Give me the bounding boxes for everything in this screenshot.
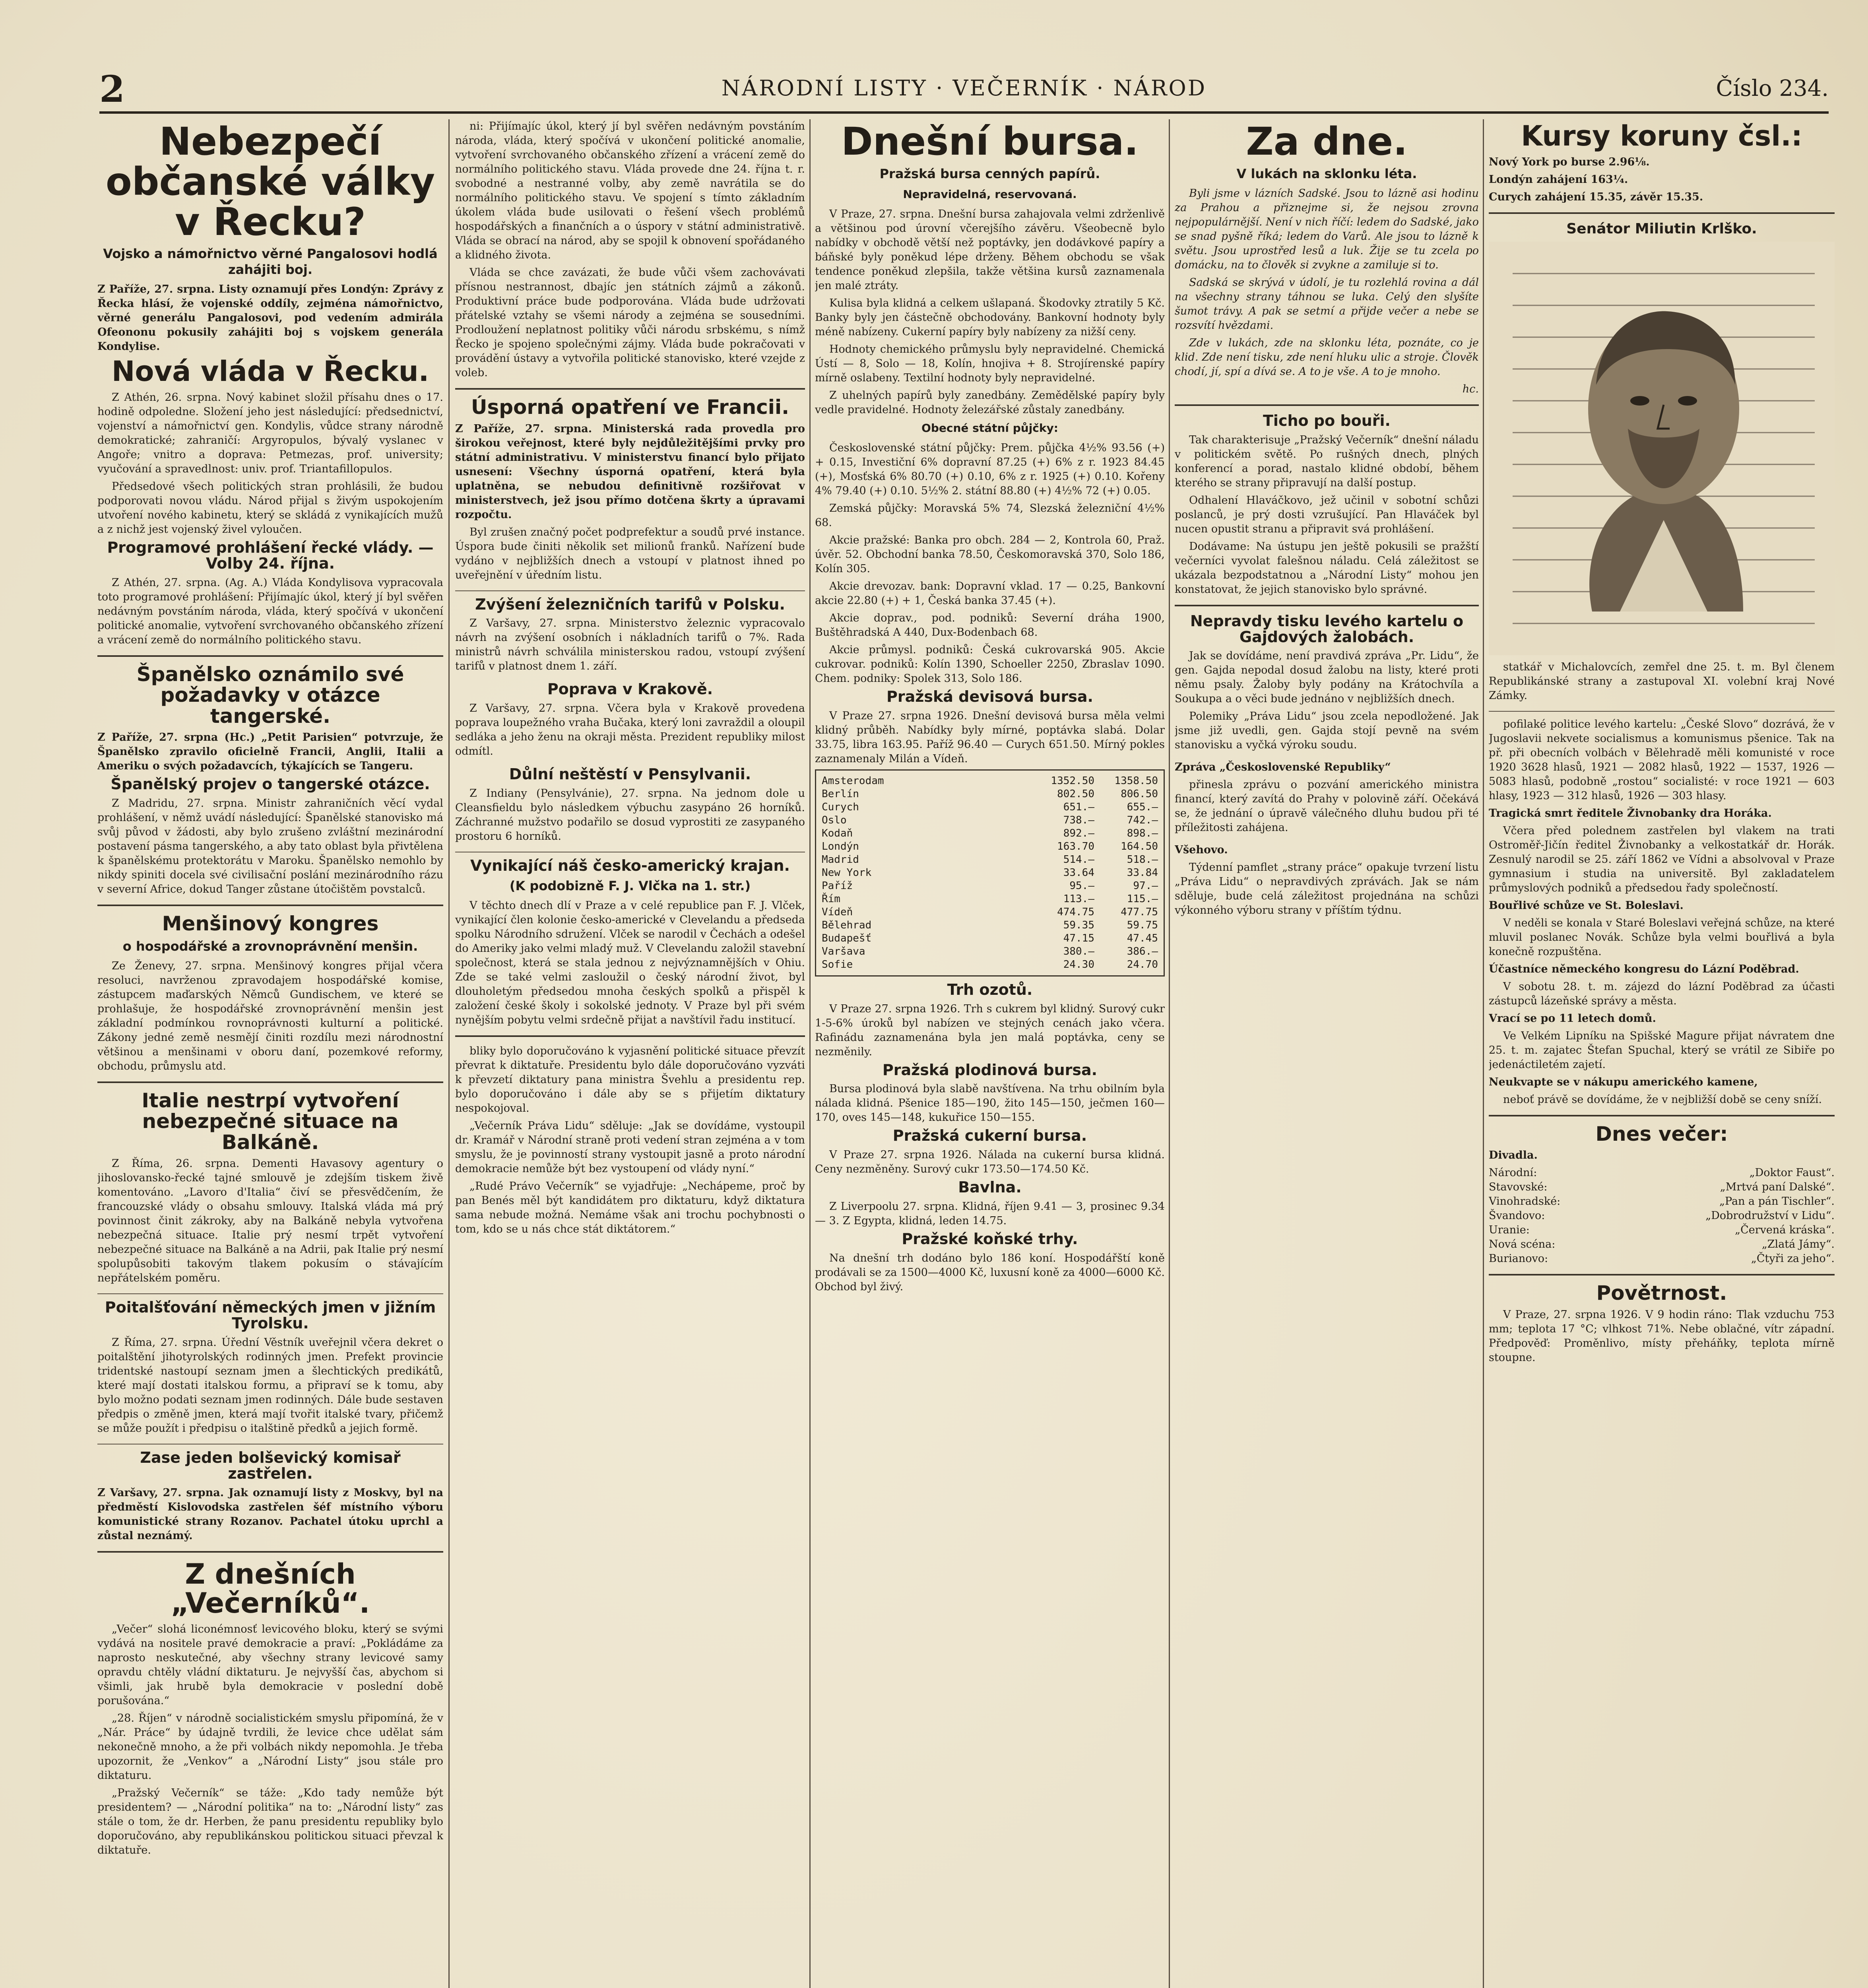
column-5 bbox=[1489, 119, 1835, 1988]
article-text: přinesla zprávu o pozvání amerického ministra financí, který zavítá do Prahy v polovině září. Očekává se, že jednání o úpravě válečného dluhu budou při té příležitosti zahájena. bbox=[1175, 779, 1479, 834]
subheadline: Vojsko a námořnictvo věrné Pangalosovi hodlá zahájiti boj. bbox=[103, 246, 438, 278]
article-text: V Praze, 27. srpna. Dnešní bursa zahajovala velmi zdrženlivě a většinou pod úrovní včerejšího závěru. Všeobecně bylo nabídky v obchodě větší než poptávky, jen dodávkové papíry a báňské byly poněkud lépe drženy. Během obchodu se však tendence poněkud zlepšila, takže většina kursů zaznamenala jen malé ztráty. bbox=[815, 208, 1165, 292]
article-krajan bbox=[455, 858, 805, 1027]
currency-sell: 47.45 bbox=[1127, 932, 1158, 944]
article-text: V těchto dnech dlí v Praze a v celé republice pan F. J. Vlček, vynikající člen kolonie česko-americké v Clevelandu a předseda spolku Národního sdružení. Vlček se narodil v Čechách a odešel do Ameriky jako velmi mladý muž. V Clevelandu založil stavební společnost, která se stala jednou z nejvýznamnějších v Ohiu. Zde se také velmi zasloužil o český národní život, byl dlouholetým předsedou mnoha českých spolků a přispěl k založení české školy i sokolské jednoty. V Praze byl při svém nynějším pobytu velmi srdečně přijat a navštívil řadu institucí. bbox=[455, 899, 805, 1027]
headline: Španělsko oznámilo své požadavky v otázce tangerské. bbox=[136, 662, 404, 728]
divider bbox=[1489, 711, 1835, 712]
article-italy bbox=[97, 1090, 443, 1286]
article-text: Byli jsme v lázních Sadské. Jsou to lázně asi hodinu za Prahou a přiznejme si, že nejsou zrovna nejpopulárnější. Není v nich říčí: ledem do Sadské, jako se snad pyšně říká; ledem do Varů. Ale jsou to lázně k světu. Jsou uprostřed lesů a luk. Žije se tu zcela po domácku, na to člověk si zvykne a zamiluje si to. bbox=[1175, 187, 1479, 271]
headline: Dnešní bursa. bbox=[841, 119, 1139, 164]
article-text: „Pražský Večerník“ se táže: „Kdo tady nemůže být presidentem? — „Národní politika“ na to: „Národní listy“ zas stále o tom, že dr. Herben, že panu presidentu republiky bylo doporučováno, aby republikánskou politickou situaci převzal k diktatuře. bbox=[97, 1786, 443, 1856]
section-headline: Španělský projev o tangerské otázce. bbox=[111, 775, 430, 793]
theatre-play: „Mrtvá paní Dalské“. bbox=[1720, 1181, 1835, 1193]
box-povetrnost bbox=[1489, 1283, 1835, 1365]
section-headline: Pražské koňské trhy. bbox=[902, 1230, 1078, 1248]
currency-sell: 898.— bbox=[1127, 827, 1158, 839]
section-headline: Pražská cukerní bursa. bbox=[892, 1127, 1087, 1145]
article-text: V Praze 27. srpna 1926. Nálada na cukerní bursa klidná. Ceny nezměněny. Surový cukr 173.50—174.50 Kč. bbox=[815, 1149, 1165, 1176]
article-lead: Z Paříže, 27. srpna. Listy oznamují přes Londýn: Zprávy z Řecka hlásí, že vojenské oddíly, zejména námořnictvo, věrné generálu Pangalosovi, pod vedením admirála Ofeononu pokusily zahájiti boj s vojskem generála Kondylise. bbox=[97, 283, 443, 353]
theatre-row bbox=[1489, 1209, 1835, 1223]
currency-buy: 380.— bbox=[1063, 945, 1094, 957]
headline: Menšinový kongres bbox=[162, 912, 379, 936]
masthead-title: NÁRODNÍ LISTY · VEČERNÍK · NÁROD bbox=[721, 76, 1207, 101]
article-text: „Večerník Práva Lidu“ sděluje: „Jak se dovídáme, vystoupil dr. Kramář v Národní straně proti vedení stran zejména a v tom smyslu, že je povinností strany vystoupit jasně a proto národní demokracie nemůže být bez vystoupení od vlády nyní.“ bbox=[455, 1120, 805, 1175]
section-headline: Nová vláda v Řecku. bbox=[111, 355, 429, 388]
theatre-venue: Uranie: bbox=[1489, 1224, 1530, 1236]
article-text: Týdenní pamflet „strany práce“ opakuje tvrzení listu „Práva Lidu“ o nepravdivých zprávách. Jak se nám sděluje, bude celá záležitost projednána na schůzi výkonného výboru strany v příštím týdnu. bbox=[1175, 861, 1479, 917]
theatre-venue: Vinohradské: bbox=[1489, 1195, 1561, 1208]
article-text: Akcie drevozav. bank: Dopravní vklad. 17 — 0.25, Bankovní akcie 22.80 (+) + 1, Česká banka 37.45 (+). bbox=[815, 580, 1165, 607]
subheadline: Obecné státní půjčky: bbox=[921, 421, 1058, 435]
divider bbox=[1175, 605, 1479, 606]
currency-name: Řím bbox=[822, 893, 840, 905]
article-text: Akcie průmysl. podniků: Česká cukrovarská 905. Akcie cukrovar. podniků: Kolín 1390, Schoeller 2250, Zbraslav 1090. Chem. podniky: Spolek 313, Solo 186. bbox=[815, 643, 1165, 685]
article-vecerniku-continued bbox=[455, 1044, 805, 1237]
article-france bbox=[455, 397, 805, 582]
headline: Ticho po bouři. bbox=[1263, 412, 1391, 429]
currency-sell: 477.75 bbox=[1121, 906, 1158, 918]
box-dnes-vecer bbox=[1489, 1124, 1835, 1266]
currency-buy: 163.70 bbox=[1057, 840, 1094, 852]
divider bbox=[97, 655, 443, 657]
theatre-row bbox=[1489, 1237, 1835, 1252]
currency-sell: 59.75 bbox=[1127, 919, 1158, 931]
article-gajda bbox=[1175, 613, 1479, 753]
article-text: Jak se dovídáme, není pravdivá zpráva „Pr. Lidu“, že gen. Gajda nepodal dosud žalobu na listy, které proti němu psaly. Žaloby byly podány na Krátochvíla a Soukupa a o věci bude jednáno v nejbližších dnech. bbox=[1175, 650, 1479, 705]
headline: Vynikající náš česko-americký krajan. bbox=[470, 857, 790, 875]
article-text: Z uhelných papírů byly zanedbány. Zemědělské papíry byly vedle pravidelné. Hodnoty železářské zůstaly zanedbány. bbox=[815, 389, 1165, 416]
theatre-play: „Červená kráska“. bbox=[1735, 1224, 1835, 1236]
article-text: Tak charakterisuje „Pražský Večerník“ dnešní náladu v politickém světě. Po rušných dnech, plných konferencí a porad, nastalo klidné období, během kterého se strany připravují na další postup. bbox=[1175, 433, 1479, 489]
theatre-row bbox=[1489, 1194, 1835, 1209]
currency-name: Bělehrad bbox=[822, 919, 872, 931]
theatre-row bbox=[1489, 1252, 1835, 1266]
article-spain bbox=[97, 664, 443, 897]
headline: Poitalšťování německých jmen v jižním Tyrolsku. bbox=[105, 1299, 436, 1332]
theatre-venue: Burianovo: bbox=[1489, 1252, 1548, 1265]
article-text: Včera před polednem zastřelen byl vlakem na trati Ostroměř-Jičín ředitel Živnobanky a velkostatkář dr. Horák. Zesnulý narodil se 25. září 1862 ve Vídni a absolvoval v Praze gymnasium i studia na universitě. Byl zakladatelem průmyslových podniků a předsedou řady společností. bbox=[1489, 824, 1835, 894]
theatre-venue: Stavovské: bbox=[1489, 1181, 1548, 1193]
subheadline: (K podobizně F. J. Vlčka na 1. str.) bbox=[509, 878, 751, 894]
currency-name: New York bbox=[822, 866, 872, 879]
article-text: „28. Říjen“ v národně socialistickém smyslu připomíná, že v „Nár. Práce“ by údajně tvrdili, že levice chce udělat sám nekonečně mnoho, a že při volbách nikdy nepomohla. Je třeba upozornit, že „Venkov“ a „Národní Listy“ jsou stále pro diktaturu. bbox=[97, 1712, 443, 1782]
article-text: Z Athén, 26. srpna. Nový kabinet složil přísahu dnes o 17. hodině odpoledne. Složení jeho jest následující: předsednictví, vojenství a námořnictví gen. Kondylis, vůdce strany národně demokratické; zahraničí: Argyropulos, bývalý vyslanec v Angoře; vnitro a doprava: Petmezas, prof. university; vyučování a spravedlnost: univ. prof. Triantafillopulos. bbox=[97, 391, 443, 475]
article-text: Zde v lukách, zde na sklonku léta, poznáte, co je klid. Zde není tisku, zde není hluku ulic a stroje. Člověk chodí, jí, spí a dívá se. A to je vše. A to je mnoho. bbox=[1175, 336, 1479, 378]
divider bbox=[455, 590, 805, 591]
currency-name: Amsterodam bbox=[822, 775, 884, 787]
currency-buy: 1352.50 bbox=[1051, 775, 1094, 787]
rate-line: Curych zahájení 15.35, závěr 15.35. bbox=[1489, 190, 1703, 203]
headline: Zvýšení železničních tarifů v Polsku. bbox=[475, 595, 785, 613]
headline: Důlní neštěstí v Pensylvanii. bbox=[509, 765, 751, 783]
currency-name: Sofie bbox=[822, 958, 853, 971]
currency-buy: 47.15 bbox=[1063, 932, 1094, 944]
currency-name: Londýn bbox=[822, 840, 859, 852]
currency-name: Varšava bbox=[822, 945, 865, 957]
section-headline: Programové prohlášení řecké vlády. — Volby 24. října. bbox=[107, 538, 434, 572]
article-krisko bbox=[1489, 221, 1835, 703]
currency-buy: 892.— bbox=[1063, 827, 1094, 839]
column-4 bbox=[1175, 119, 1479, 1988]
article-text: Polemiky „Práva Lidu“ jsou zcela nepodložené. Jak jsme již uvedli, gen. Gajda stojí pevně na svém stanovisku a vyčká výroku soudu. bbox=[1175, 710, 1479, 751]
column-1 bbox=[97, 119, 443, 1988]
article-bursa bbox=[815, 119, 1165, 1294]
article-poland-rail bbox=[455, 597, 805, 674]
article-text: V Praze 27. srpna 1926. Dnešní devisová bursa měla velmi klidný průběh. Nabídky byly mírné, poptávka slabá. Dolar 33.75, libra 163.95. Paříž 96.40 — Curych 651.50. Mírný pokles zaznamenaly Milán a Vídeň. bbox=[815, 709, 1165, 765]
divider bbox=[455, 1035, 805, 1037]
article-text: Z Liverpoolu 27. srpna. Klidná, říjen 9.41 — 3, prosinec 9.34 — 3. Z Egypta, klidná, leden 14.75. bbox=[815, 1200, 1165, 1227]
article-text: Z Varšavy, 27. srpna. Ministerstvo železnic vypracovalo návrh na zvýšení osobních i nákladních tarifů o 7%. Rada ministrů návrh schválila ministerskou radou, vstoupí zvýšení tarifů v platnost dnem 1. září. bbox=[455, 617, 805, 673]
currency-buy: 651.— bbox=[1063, 801, 1094, 813]
currency-name: Berlín bbox=[822, 788, 859, 800]
theatre-row bbox=[1489, 1223, 1835, 1237]
theatre-play: „Zlatá Jámy“. bbox=[1761, 1238, 1835, 1250]
article-tyrol bbox=[97, 1300, 443, 1436]
section-headline: Trh ozotů. bbox=[947, 980, 1033, 998]
section-headline: Zpráva „Československé Republiky“ bbox=[1175, 761, 1391, 774]
rate-line: Londýn zahájení 163¼. bbox=[1489, 173, 1628, 186]
theatre-venue: Národní: bbox=[1489, 1167, 1537, 1179]
issue-number: Číslo 234. bbox=[1716, 76, 1829, 101]
headline: Nebezpečí občanské války v Řecku? bbox=[105, 119, 435, 244]
currency-buy: 113.— bbox=[1063, 893, 1094, 905]
article-vsehovo bbox=[1175, 843, 1479, 918]
currency-name: Kodaň bbox=[822, 827, 853, 839]
headline: Za dne. bbox=[1246, 119, 1408, 164]
rate-line: Nový York po burse 2.96⅛. bbox=[1489, 155, 1650, 168]
theatre-play: „Čtyři za jeho“. bbox=[1751, 1252, 1835, 1265]
currency-sell: 24.70 bbox=[1127, 958, 1158, 971]
column-rule bbox=[1483, 119, 1484, 1988]
article-minority bbox=[97, 913, 443, 1074]
headline: Úsporná opatření ve Francii. bbox=[471, 396, 789, 419]
article-lead: Z Varšavy, 27. srpna. Jak oznamují listy z Moskvy, byl na předměstí Kislovodska zastřelen šéf místního výboru komunistické strany Rozanov. Pachatel útoku uprchl a zůstal neznámý. bbox=[97, 1486, 443, 1542]
currency-sell: 655.— bbox=[1127, 801, 1158, 813]
article-text: V neděli se konala v Staré Boleslavi veřejná schůze, na které mluvil poslanec Novák. Schůze byla velmi bouřlivá a byla konečně rozpuštěna. bbox=[1489, 916, 1835, 958]
currency-name: Madrid bbox=[822, 853, 859, 866]
currency-sell: 164.50 bbox=[1121, 840, 1158, 852]
author-signature: hc. bbox=[1462, 382, 1479, 395]
article-lead: Z Paříže, 27. srpna. Ministerská rada provedla pro širokou veřejnost, které byly nejdůležitějšími prvky pro státní administrativu. V ministerstvu financí bylo přijato usnesení: Všechny úsporná opatření, která byla uplatněna, se nebudou definitivně rozšiřovat v ministerstvech, jež jsou přímo dotčena škrty a úpravami rozpočtu. bbox=[455, 422, 805, 521]
currency-sell: 518.— bbox=[1127, 853, 1158, 866]
section-headline: Neukvapte se v nákupu amerického kamene, bbox=[1489, 1076, 1758, 1088]
article-politicke bbox=[1489, 717, 1835, 1107]
currency-sell: 1358.50 bbox=[1114, 775, 1158, 787]
headline: Z dnešních „Večerníků“. bbox=[171, 1557, 370, 1620]
section-headline: Účastníce německého kongresu do Lázní Poděbrad. bbox=[1489, 963, 1799, 975]
article-zedne bbox=[1175, 119, 1479, 396]
portrait-image bbox=[1489, 242, 1835, 655]
article-text: Hodnoty chemického průmyslu byly nepravidelné. Chemická Ústí — 8, Solo — 18, Kolín, hnojiva + 8. Strojírenské papíry mírně oslabeny. Textilní hodnoty byly nepravidelné. bbox=[815, 343, 1165, 384]
article-text: „Večer“ slohá liconémnosť levicového bloku, který se svými vydává na nositele pravé demokracie a praví: „Pokládáme za naprosto neskutečné, aby všechny strany levicové samy opravdu chtěly vládní diktaturu. Je nejvyšší čas, abychom si všimli, jak hrubě byla demokracie v poslední době porušována.“ bbox=[97, 1623, 443, 1707]
subheadline: V lukách na sklonku léta. bbox=[1236, 166, 1417, 181]
divider bbox=[97, 905, 443, 906]
article-krakow bbox=[455, 681, 805, 759]
article-bolshevik bbox=[97, 1450, 443, 1543]
divider bbox=[1489, 1115, 1835, 1116]
article-text: Z Varšavy, 27. srpna. Včera byla v Krakově provedena poprava loupežného vraha Bučaka, který loni zavraždil a oloupil sedláka a jeho ženu na okraji města. Prezident republiky milost odmítl. bbox=[455, 702, 805, 758]
article-boure bbox=[1175, 413, 1479, 597]
article-text: Z Říma, 26. srpna. Dementi Havasovy agentury o jihoslovansko-řecké tajné smlouvě je zdejším tiskem živě komentováno. „Lavoro d'Italia“ čiví se přesvědčením, že francouzské vlády o obsahu smlouvy. Italská vláda má prý povinnost činit zákroky, aby na Balkáně nebyla vytvořena nebezpečná situace. Italie prý nesmí trpět vytvoření nebezpečné situace na Balkáně a na Adrii, pak Italie prý nesmí spolupůsobiti takovým tlakem pokusím o stávajícím nepřátelském poměru. bbox=[97, 1157, 443, 1285]
column-rule bbox=[1169, 119, 1170, 1988]
article-text: Byl zrušen značný počet podprefektur a soudů prvé instance. Úspora bude činiti několik set milionů franků. Nařízení bude vydáno v nejbližších dnech a vstoupí v platnost ihned po uveřejnění v úředním listu. bbox=[455, 526, 805, 581]
currency-sell: 386.— bbox=[1127, 945, 1158, 957]
currency-sell: 115.— bbox=[1127, 893, 1158, 905]
article-text: V Praze, 27. srpna 1926. V 9 hodin ráno: Tlak vzduchu 753 mm; teplota 17 °C; vlhkost 71%. Nebe oblačné, vítr západní. Předpověď: Proměnlivo, místy přeháňky, teplota mírně stoupne. bbox=[1489, 1308, 1835, 1364]
column-3 bbox=[815, 119, 1165, 1988]
currency-table bbox=[815, 769, 1165, 977]
article-text: Na dnešní trh dodáno bylo 186 koní. Hospodářští koně prodávali se za 1500—4000 Kč, luxusní koně za 4000—6000 Kč. Obchod byl živý. bbox=[815, 1252, 1165, 1293]
article-text: Z Athén, 27. srpna. (Ag. A.) Vláda Kondylisova vypracovala toto programové prohlášení: Přijímajíc úkol, který jí byl svěřen nedávným povstáním národa, vláda, který spočívá v ukončení politické anomalie, vytvoření svrchovaného občanského zřízení a vrácení země do normálního politického stavu. bbox=[97, 576, 443, 646]
headline: Poprava v Krakově. bbox=[547, 680, 713, 698]
article-text: Vláda se chce zavázati, že bude vůči všem zachovávati přísnou nestrannost, dbajíc jen státních zájmů a zákonů. Produktivní práce bude podporována. Vláda bude udržovati přátelské vztahy se všemi národy a zejména se sousedními. Prodloužení neplatnost politiky vůči národu srbskému, s nímž Řecko je spojeno společnými zájmy. Vláda bude pokračovati v provádění ústavy a vytvořila politické stanovisko, které vzejde z voleb. bbox=[455, 266, 805, 379]
divider bbox=[97, 1293, 443, 1294]
currency-buy: 59.35 bbox=[1063, 919, 1094, 931]
section-headline: Bouřlivé schůze ve St. Boleslavi. bbox=[1489, 899, 1684, 912]
article-text: „Rudé Právo Večerník“ se vyjadřuje: „Nechápeme, proč by pan Benés měl být kandidátem pro diktaturu, když diktatura sama nebude možná. Nemáme však ani trochu pochybnosti o tom, kdo se u nás chce stát diktátorem.“ bbox=[455, 1180, 805, 1236]
divider bbox=[455, 388, 805, 390]
article-text: Akcie pražské: Banka pro obch. 284 — 2, Kontrola 60, Praž. úvěr. 52. Obchodní banka 78.50, Českomoravská 370, Solo 186, Kolín 305. bbox=[815, 534, 1165, 575]
article-text: neboť právě se dovídáme, že v nejbližší době se ceny sníží. bbox=[1503, 1093, 1822, 1106]
theatre-venue: Nová scéna: bbox=[1489, 1238, 1556, 1250]
article-text: Z Indiany (Pensylvánie), 27. srpna. Na jednom dole u Cleansfieldu bylo následkem výbuchu zasypáno 26 horníků. Záchranné mužstvo podařilo se dosud vyprostiti ze zasypaného prostoru 6 horníků. bbox=[455, 787, 805, 843]
theatre-play: „Dobrodružství v Lidu“. bbox=[1705, 1209, 1835, 1222]
headline: Zase jeden bolševický komisař zastřelen. bbox=[140, 1448, 401, 1482]
headline: Dnes večer: bbox=[1595, 1122, 1728, 1145]
portrait-caption: Senátor Miliutin Krlško. bbox=[1566, 220, 1757, 237]
article-text: Akcie doprav., pod. podniků: Severní dráha 1900, Buštěhradská A 440, Dux-Bodenbach 68. bbox=[815, 612, 1165, 639]
section-headline: Vrací se po 11 letech domů. bbox=[1489, 1012, 1656, 1025]
currency-buy: 738.— bbox=[1063, 814, 1094, 826]
article-republika bbox=[1175, 760, 1479, 835]
article-text: Z Madridu, 27. srpna. Ministr zahraničních věcí vydal prohlášení, v němž uvádí následující: Španělské stanovisko má svůj původ v žádosti, aby bylo zrušeno zvláštní mezinárodní postavení pásma tangerského, a aby tato oblast byla přivtělena k španělskému protektorátu v Maroku. Španělsko nemohlo by nikdy spiniti docela své civilisační poslání mezinárodního rázu v severní Africe, dokud Tanger zůstane útočištěm povstalců. bbox=[97, 797, 443, 896]
article-text: V Praze 27. srpna 1926. Trh s cukrem byl klidný. Surový cukr 1-5-6% úroků byl nabízen ve stejných cenách jako včera. Rafinádu zaznamenána byla jen malá poptávka, ceny se nezměnily. bbox=[815, 1002, 1165, 1058]
theatre-list bbox=[1489, 1166, 1835, 1266]
theatre-play: „Doktor Faust“. bbox=[1749, 1167, 1835, 1179]
article-greece bbox=[97, 119, 443, 647]
currency-sell: 806.50 bbox=[1121, 788, 1158, 800]
box-kursy bbox=[1489, 122, 1835, 204]
section-headline: Pražská devisová bursa. bbox=[886, 687, 1093, 705]
currency-buy: 514.— bbox=[1063, 853, 1094, 866]
currency-sell: 33.84 bbox=[1127, 866, 1158, 879]
article-text: Z Říma, 27. srpna. Úřední Věstník uveřejnil včera dekret o poitalštění jihotyrolských rodinných jmen. Prefekt provincie tridentské nastoupí seznam jmen a šlechtických predikátů, které mají dostati italskou formu, a připraví se k tomu, aby bylo možno podati seznam jmen rodinných. Dále bude sestaven předpis o změně jmen, která mají tvořit italské tvary, přičemž se může použít i předpisu o italštině předků a jejich formě. bbox=[97, 1336, 443, 1435]
subheadline: Nepravidelná, reservovaná. bbox=[903, 187, 1077, 201]
theatre-row bbox=[1489, 1180, 1835, 1194]
theatre-row bbox=[1489, 1166, 1835, 1180]
divider bbox=[97, 1081, 443, 1083]
page-number: 2 bbox=[99, 68, 125, 111]
section-headline: Všehovo. bbox=[1175, 844, 1228, 856]
currency-sell: 742.— bbox=[1127, 814, 1158, 826]
article-text: Předsedové všech politických stran prohlásili, že budou podporovati novou vládu. Národ přijal s živým uspokojením utvoření nového kabinetu, který se skládá z vynikajících mužů a z nichž jest vojenský živel vyloučen. bbox=[97, 480, 443, 536]
headline: Povětrnost. bbox=[1596, 1281, 1727, 1305]
currency-name: Oslo bbox=[822, 814, 847, 826]
currency-buy: 95.— bbox=[1069, 879, 1094, 892]
article-text: bliky bylo doporučováno k vyjasnění politické situace převzít převrat k diktatuře. Presidentu bylo dále doporučováno vyzváti k převzetí diktatury pana ministra Švehlu a presidentu rep. bylo doporučováno i dále aby se s přijetím diktatury nespokojoval. bbox=[455, 1045, 805, 1115]
section-headline: Bavlna. bbox=[958, 1178, 1022, 1196]
headline: Italie nestrpí vytvoření nebezpečné situace na Balkáně. bbox=[142, 1089, 399, 1154]
currency-buy: 474.75 bbox=[1057, 906, 1094, 918]
column-rule bbox=[809, 119, 811, 1988]
headline: Nepravdy tisku levého kartelu o Gajdových žalobách. bbox=[1190, 612, 1464, 646]
currency-name: Budapešť bbox=[822, 932, 872, 944]
masthead bbox=[99, 64, 1829, 114]
article-text: Československé státní půjčky: Prem. půjčka 4½% 93.56 (+) + 0.15, Investiční 6% dopravní 87.25 (+) 6% z r. 1923 84.45 (+), Mosťská 6% 80.70 (+) 0.10, 6% z r. 1925 (+) 0.10. Kořeny 4% 79.40 (+) 0.10. 5½% 2. státní 88.80 (+) 4½% 72 (+) 0.05. bbox=[815, 441, 1165, 497]
article-text: Dodávame: Na ústupu jen ještě pokusili se pražští večerníci vyvolat falešnou náladu. Celá záležitost se ukázala bezpodstatnou a „Národní Listy“ mohou jen konstatovat, že jejich stanovisko bylo správné. bbox=[1175, 540, 1479, 596]
article-lead: Z Paříže, 27. srpna (Hc.) „Petit Parisien“ potvrzuje, že Španělsko zpravilo oficielně Francii, Anglii, Italii a Ameriku o svých požadavcích, týkajících se Tangeru. bbox=[97, 731, 443, 773]
currency-name: Vídeň bbox=[822, 906, 853, 918]
divider bbox=[1489, 212, 1835, 214]
article-text: Sadská se skrývá v údolí, je tu rozlehlá rovina a dál na všechny strany táhnou se luka. Celý den slyšíte šumot trávy. A pak se setmí a přijde večer a nebe se rozsvítí hvězdami. bbox=[1175, 276, 1479, 332]
article-text: Ve Velkém Lipníku na Spišské Magure přijat návratem dne 25. t. m. zajatec Štefan Spuchal, který se vrátil ze Sibiře po jedenáctiletém zajetí. bbox=[1489, 1029, 1835, 1071]
headline: Kursy koruny čsl.: bbox=[1521, 120, 1802, 152]
section-headline: Pražská plodinová bursa. bbox=[882, 1061, 1098, 1079]
article-text: pofilaké politice levého kartelu: „České Slovo“ dozrává, že v Jugoslavii nekvete socialismus a komunismus pšenice. Tak na př. při obecních volbách v Bělehradě měli komunisté v roce 1920 3628 hlasů, 1921 — 2082 hlasů, 1922 — 1537, 1926 — 5083 hlasů, podobně „rostou“ socialisté: v roce 1921 — 603 hlasy, 1923 — 312 hlasů, 1926 — 303 hlasy. bbox=[1489, 718, 1835, 802]
section-headline: Divadla. bbox=[1489, 1149, 1538, 1161]
currency-sell: 97.— bbox=[1133, 879, 1158, 892]
currency-name: Curych bbox=[822, 801, 859, 813]
divider bbox=[1489, 1274, 1835, 1276]
article-text: Ze Ženevy, 27. srpna. Menšinový kongres přijal včera resoluci, navrženou zpravodajem hospodářské komise, zástupcem maďarských Němců Gundischem, ve které se prohlašuje, že hospodářské zrovnoprávnění menšin jest základní podmínkou rovnoprávnosti kulturní a politické. Zákony jedné země nesmějí činiti rozdílu mezi národnostní většinou a menšinami v oboru daní, pozemkové reformy, obchodu, průmyslu atd. bbox=[97, 959, 443, 1072]
article-greece-continued bbox=[455, 119, 805, 380]
article-text: Zemská půjčky: Moravská 5% 74, Slezská železniční 4½% 68. bbox=[815, 502, 1165, 529]
currency-name: Paříž bbox=[822, 879, 853, 892]
article-text: V sobotu 28. t. m. zájezd do lázní Poděbrad za účasti zástupců lázeňské správy a města. bbox=[1489, 980, 1835, 1007]
article-text: Bursa plodinová byla slabě navštívena. Na trhu obilním byla nálada klidná. Pšenice 185—190, žito 145—150, ječmen 160—170, oves 145—148, kukuřice 150—155. bbox=[815, 1083, 1165, 1124]
divider bbox=[97, 1551, 443, 1553]
article-text: statkář v Michalovcích, zemřel dne 25. t. m. Byl členem Republikánské strany a zastupoval XI. volební kraj Nové Zámky. bbox=[1489, 660, 1835, 702]
section-headline: Tragická smrt ředitele Živnobanky dra Horáka. bbox=[1489, 807, 1772, 819]
currency-buy: 802.50 bbox=[1057, 788, 1094, 800]
column-rule bbox=[448, 119, 450, 1988]
column-2 bbox=[455, 119, 805, 1988]
article-pennsylvania bbox=[455, 767, 805, 844]
article-text: Odhalení Hlaváčkovo, jež učinil v sobotní schůzi poslanců, je prý dosti vzrušující. Pan Hlaváček byl nucen opustit stranu a připravit svá prohlášení. bbox=[1175, 494, 1479, 535]
divider bbox=[1175, 404, 1479, 406]
article-text: ni: Přijímajíc úkol, který jí byl svěřen nedávným povstáním národa, vláda, který spočívá v ukončení politické anomalie, vytvoření svrchovaného občanského zřízení a vrácení země do normálního politického stavu. Vláda provede dne 24. října t. r. svobodné a nestranné volby, aby země navrátila se do normálního politického stavu. Ve spojení s tímto základním úkolem vláda bude usilovati o řešení všech problémů hospodářských a finančních a o úspory v státní administrativě. Vláda se obrací na národ, aby se spojil k obnovení spořádaného a klidného života. bbox=[455, 120, 805, 261]
subheadline: o hospodářské a zrovnoprávnění menšin. bbox=[122, 938, 418, 954]
theatre-play: „Pan a pán Tischler“. bbox=[1719, 1195, 1835, 1208]
article-text: Kulisa byla klidná a celkem ušlapaná. Škodovky ztratily 5 Kč. Banky byly jen částečně obchodovány. Bankovní hodnoty byly méně nabízeny. Cukerní papíry byly nabízeny za nižší ceny. bbox=[815, 297, 1165, 338]
theatre-venue: Švandovo: bbox=[1489, 1209, 1545, 1222]
subheadline: Pražská bursa cenných papírů. bbox=[879, 166, 1100, 181]
article-vecerniku bbox=[97, 1557, 443, 1858]
currency-buy: 24.30 bbox=[1063, 958, 1094, 971]
currency-buy: 33.64 bbox=[1063, 866, 1094, 879]
portrait-illustration bbox=[1489, 242, 1835, 655]
